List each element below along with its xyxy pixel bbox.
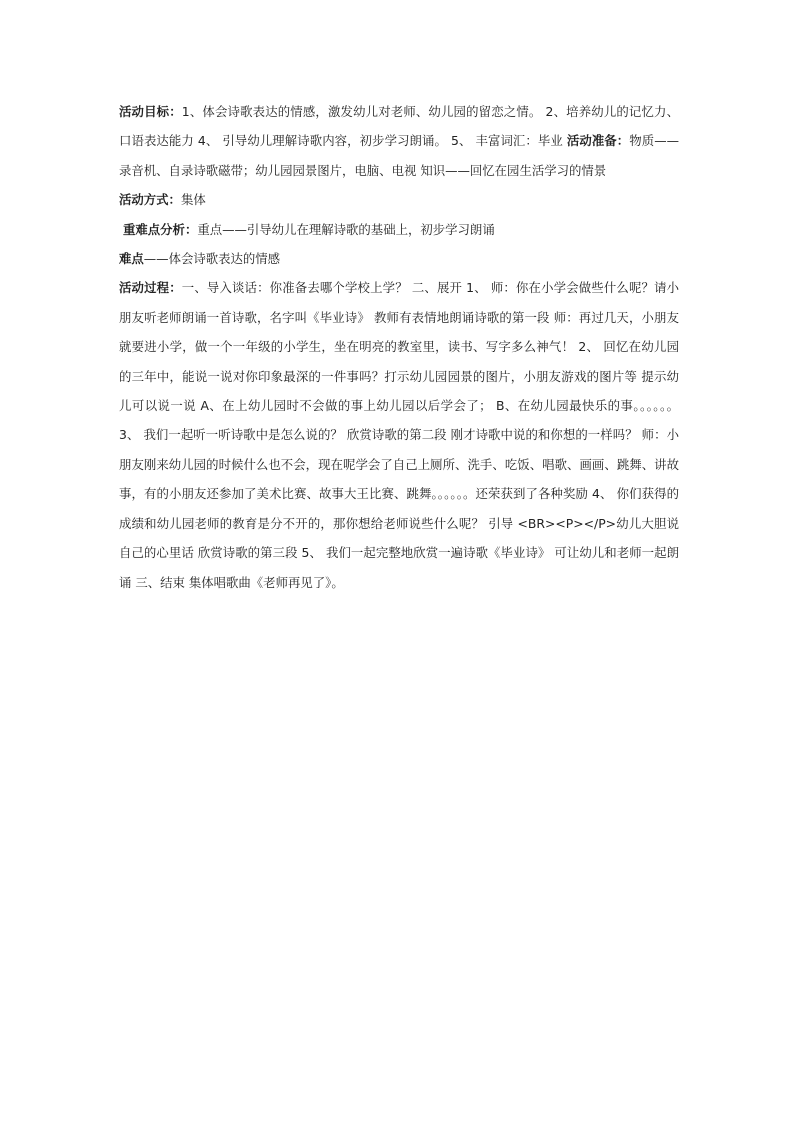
key-points-text: 重点——引导幼儿在理解诗歌的基础上，初步学习朗诵 (197, 221, 495, 237)
prep-text: 物质——录音机、自录诗歌磁带；幼儿园园景图片，电脑、电视 知识——回忆在园生活学习的情景 (119, 133, 680, 178)
process-paragraph (119, 273, 679, 596)
difficulty-text: ——体会诗歌表达的情感 (143, 251, 281, 267)
goals-label: 活动目标： (119, 104, 182, 119)
difficulty-label: 难点 (119, 251, 144, 267)
process-text: 一、导入谈话：你准备去哪个学校上学？ 二、展开 1、 师：你在小学会做些什么呢？请小朋友听老师朗诵一首诗歌，名字叫《毕业诗》 教师有表情地朗诵诗歌的第一段 师：再过几天，小朋友就要进小学，做一个一年级的小学生，坐在明亮的教室里，读书、写字多么神气！ 2、 回忆在幼儿园的三年中，能说一说对你印象最深的一件事吗？打示幼儿园园景的图片，小朋友游戏的图片等 提示幼儿可以说一说 A、在上幼儿园时不会做的事上幼儿园以后学会了； B、在幼儿园最快乐的事。。。。。。 3、 我们一起听一听诗歌中是怎么说的？ 欣赏诗歌的第二段 刚才诗歌中说的和你想的一样吗？ 师：小朋友刚来幼儿园的时候什么也不会，现在呢学会了自己上厕所、洗手、吃饭、唱歌、画画、跳舞、讲故事，有的小朋友还参加了美术比赛、故事大王比赛、跳舞。。。。。。还荣获到了各种奖励 4、 你们获得的成绩和幼儿园老师的教育是分不开的，那你想给老师说些什么呢？ 引导 <BR><P></P>幼儿大胆说自己的心里话 欣赏诗歌的第三段 5、 我们一起完整地欣赏一遍诗歌《毕业诗》 可让幼儿和老师一起朗诵 三、结束 集体唱歌曲《老师再见了》。 (119, 280, 680, 590)
difficulty-paragraph (119, 244, 679, 273)
prep-label: 活动准备： (566, 133, 630, 149)
method-label: 活动方式： (119, 192, 181, 208)
method-paragraph (119, 185, 679, 214)
key-points-paragraph (119, 215, 679, 244)
key-points-label: 重难点分析： (123, 221, 198, 237)
method-text: 集体 (180, 192, 206, 208)
document-page (119, 97, 679, 597)
goals-paragraph (119, 97, 679, 185)
process-label: 活动过程： (119, 280, 182, 296)
goals-text: 1、体会诗歌表达的情感，激发幼儿对老师、幼儿园的留恋之情。 2、培养幼儿的记忆力、口语表达能力 4、 引导幼儿理解诗歌内容，初步学习朗诵。 5、 丰富词汇：毕业 (119, 104, 679, 149)
